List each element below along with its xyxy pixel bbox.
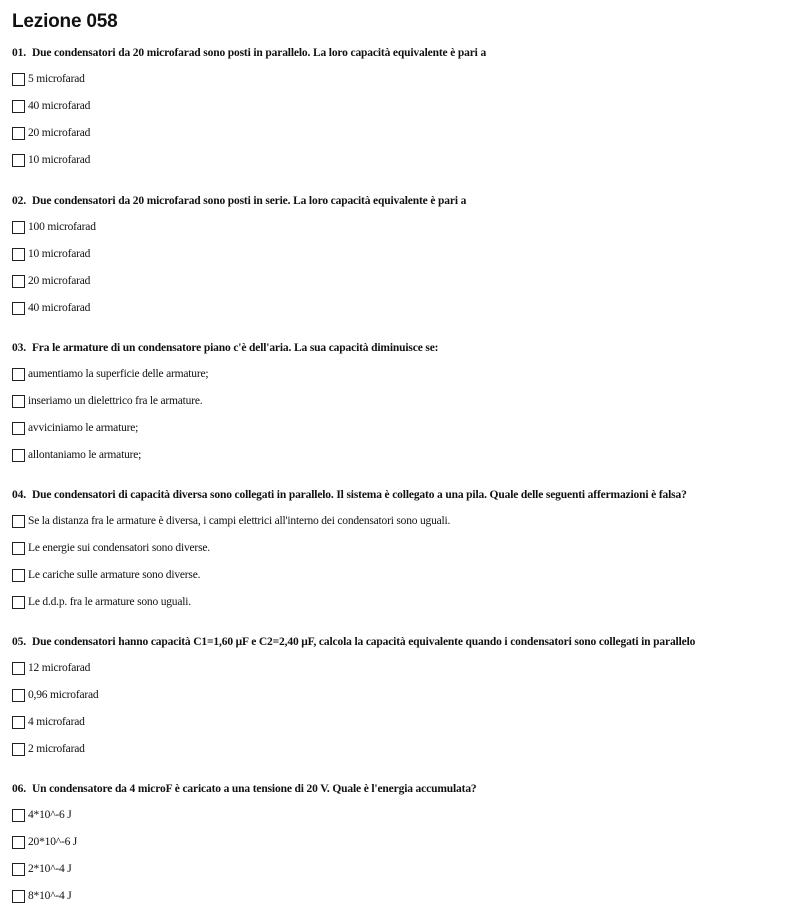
question-text: [12, 340, 802, 356]
option-label: Le energie sui condensatori sono diverse.: [28, 542, 210, 554]
question-label: Fra le armature di un condensatore piano c'è dell'aria. La sua capacità diminuisce se:: [31, 342, 439, 354]
option-label: 20*10^-6 J: [28, 836, 78, 848]
question-block: [12, 193, 802, 314]
checkbox[interactable]: [12, 248, 25, 261]
answer-option[interactable]: [12, 393, 202, 409]
page-title: Lezione 058: [12, 11, 118, 32]
question-text: [12, 634, 802, 650]
checkbox[interactable]: [12, 395, 25, 408]
option-label: allontaniamo le armature;: [28, 449, 142, 461]
question-block: [12, 781, 802, 902]
option-label: 4*10^-6 J: [28, 809, 72, 821]
answer-option[interactable]: [12, 714, 85, 730]
checkbox[interactable]: [12, 743, 25, 756]
question-text: [12, 487, 802, 503]
question-block: [12, 634, 802, 755]
option-label: Se la distanza fra le armature è diversa, i campi elettrici all'interno dei condensatori sono uguali.: [28, 515, 451, 527]
question-number: 02.: [12, 195, 26, 207]
question-block: [12, 45, 802, 166]
question-block: [12, 340, 802, 461]
checkbox[interactable]: [12, 221, 25, 234]
checkbox[interactable]: [12, 716, 25, 729]
option-label: 100 microfarad: [28, 221, 96, 233]
checkbox[interactable]: [12, 596, 25, 609]
question-text: [12, 45, 802, 61]
option-label: 12 microfarad: [28, 662, 91, 674]
option-label: 10 microfarad: [28, 248, 91, 260]
question-number: 03.: [12, 342, 26, 354]
checkbox[interactable]: [12, 863, 25, 876]
option-label: avviciniamo le armature;: [28, 422, 139, 434]
question-number: 01.: [12, 47, 26, 59]
option-label: 40 microfarad: [28, 100, 91, 112]
option-label: 2*10^-4 J: [28, 863, 72, 875]
answer-option[interactable]: [12, 660, 90, 676]
answer-option[interactable]: [12, 513, 450, 529]
option-label: 5 microfarad: [28, 73, 85, 85]
checkbox[interactable]: [12, 73, 25, 86]
option-label: Le d.d.p. fra le armature sono uguali.: [28, 596, 191, 608]
option-label: 40 microfarad: [28, 302, 91, 314]
answer-option[interactable]: [12, 420, 138, 436]
answer-option[interactable]: [12, 98, 90, 114]
question-block: [12, 487, 802, 608]
answer-option[interactable]: [12, 152, 90, 168]
question-label: Due condensatori di capacità diversa sono collegati in parallelo. Il sistema è collegato a una pila. Quale delle seguenti affermazioni è falsa?: [31, 489, 687, 501]
checkbox[interactable]: [12, 368, 25, 381]
question-number: 06.: [12, 783, 26, 795]
answer-option[interactable]: [12, 741, 85, 757]
option-label: 8*10^-4 J: [28, 890, 72, 902]
answer-option[interactable]: [12, 366, 208, 382]
checkbox[interactable]: [12, 127, 25, 140]
question-label: Un condensatore da 4 microF è caricato a una tensione di 20 V. Quale è l'energia accumulata?: [31, 783, 477, 795]
option-label: 20 microfarad: [28, 275, 91, 287]
checkbox[interactable]: [12, 890, 25, 903]
answer-option[interactable]: [12, 273, 90, 289]
answer-option[interactable]: [12, 71, 85, 87]
option-label: Le cariche sulle armature sono diverse.: [28, 569, 201, 581]
checkbox[interactable]: [12, 809, 25, 822]
answer-option[interactable]: [12, 567, 200, 583]
answer-option[interactable]: [12, 888, 72, 904]
question-label: Due condensatori da 20 microfarad sono posti in serie. La loro capacità equivalente è pari a: [31, 195, 467, 207]
option-label: inseriamo un dielettrico fra le armature.: [28, 395, 203, 407]
answer-option[interactable]: [12, 246, 90, 262]
option-label: 10 microfarad: [28, 154, 91, 166]
checkbox[interactable]: [12, 302, 25, 315]
question-number: 05.: [12, 636, 26, 648]
answer-option[interactable]: [12, 687, 98, 703]
answer-option[interactable]: [12, 807, 72, 823]
answer-option[interactable]: [12, 447, 141, 463]
checkbox[interactable]: [12, 515, 25, 528]
option-label: 2 microfarad: [28, 743, 85, 755]
checkbox[interactable]: [12, 569, 25, 582]
answer-option[interactable]: [12, 594, 191, 610]
answer-option[interactable]: [12, 219, 96, 235]
question-label: Due condensatori hanno capacità C1=1,60 μF e C2=2,40 μF, calcola la capacità equivalente quando i condensatori sono collegati in parallelo: [31, 636, 696, 648]
checkbox[interactable]: [12, 100, 25, 113]
question-number: 04.: [12, 489, 26, 501]
checkbox[interactable]: [12, 275, 25, 288]
checkbox[interactable]: [12, 422, 25, 435]
answer-option[interactable]: [12, 861, 72, 877]
option-label: aumentiamo la superficie delle armature;: [28, 368, 209, 380]
checkbox[interactable]: [12, 662, 25, 675]
question-label: Due condensatori da 20 microfarad sono posti in parallelo. La loro capacità equivalente è pari a: [31, 47, 487, 59]
question-text: [12, 193, 802, 209]
answer-option[interactable]: [12, 540, 210, 556]
checkbox[interactable]: [12, 836, 25, 849]
checkbox[interactable]: [12, 689, 25, 702]
answer-option[interactable]: [12, 834, 77, 850]
option-label: 0,96 microfarad: [28, 689, 99, 701]
checkbox[interactable]: [12, 449, 25, 462]
option-label: 20 microfarad: [28, 127, 91, 139]
option-label: 4 microfarad: [28, 716, 85, 728]
answer-option[interactable]: [12, 125, 90, 141]
checkbox[interactable]: [12, 154, 25, 167]
answer-option[interactable]: [12, 300, 90, 316]
question-text: [12, 781, 802, 797]
checkbox[interactable]: [12, 542, 25, 555]
